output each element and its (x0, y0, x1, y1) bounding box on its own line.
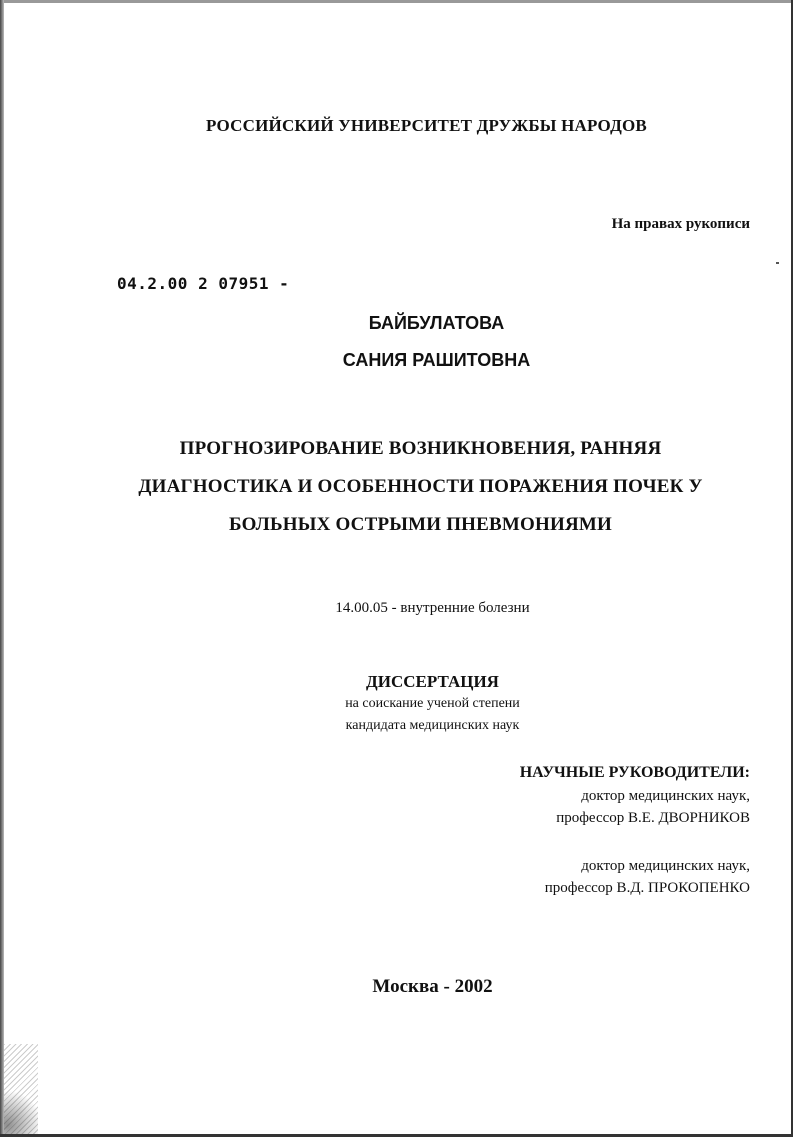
page-border-top (0, 0, 793, 3)
city-year: Москва - 2002 (372, 976, 493, 997)
supervisor-name: профессор В.Е. ДВОРНИКОВ (556, 810, 750, 826)
thesis-type: ДИССЕРТАЦИЯ (366, 672, 499, 691)
scan-speck (776, 262, 779, 264)
page-border-left (0, 0, 4, 1137)
thesis-purpose: на соискание ученой степени (345, 696, 520, 711)
supervisor-degree: доктор медицинских наук, (581, 858, 750, 874)
manuscript-note: На правах рукописи (611, 216, 750, 232)
thesis-degree: кандидата медицинских наук (345, 718, 520, 733)
dissertation-title-line: ПРОГНОЗИРОВАНИЕ ВОЗНИКНОВЕНИЯ, РАННЯЯ (179, 438, 662, 459)
supervisor-name: профессор В.Д. ПРОКОПЕНКО (544, 880, 750, 896)
author-surname: БАЙБУЛАТОВА (368, 313, 505, 333)
dissertation-title-line: ДИАГНОСТИКА И ОСОБЕННОСТИ ПОРАЖЕНИЯ ПОЧЕК У (138, 476, 703, 497)
university-name: РОССИЙСКИЙ УНИВЕРСИТЕТ ДРУЖБЫ НАРОДОВ (206, 116, 647, 135)
supervisors-heading: НАУЧНЫЕ РУКОВОДИТЕЛИ: (519, 764, 750, 781)
scan-corner-artifact (4, 1044, 38, 1134)
dissertation-title-line: БОЛЬНЫХ ОСТРЫМИ ПНЕВМОНИЯМИ (228, 514, 613, 535)
author-given-names: САНИЯ РАШИТОВНА (342, 350, 531, 370)
specialty-code: 14.00.05 - внутренние болезни (335, 600, 530, 616)
registration-number: 04.2.00 2 07951 - (117, 274, 290, 293)
supervisor-degree: доктор медицинских наук, (581, 788, 750, 804)
